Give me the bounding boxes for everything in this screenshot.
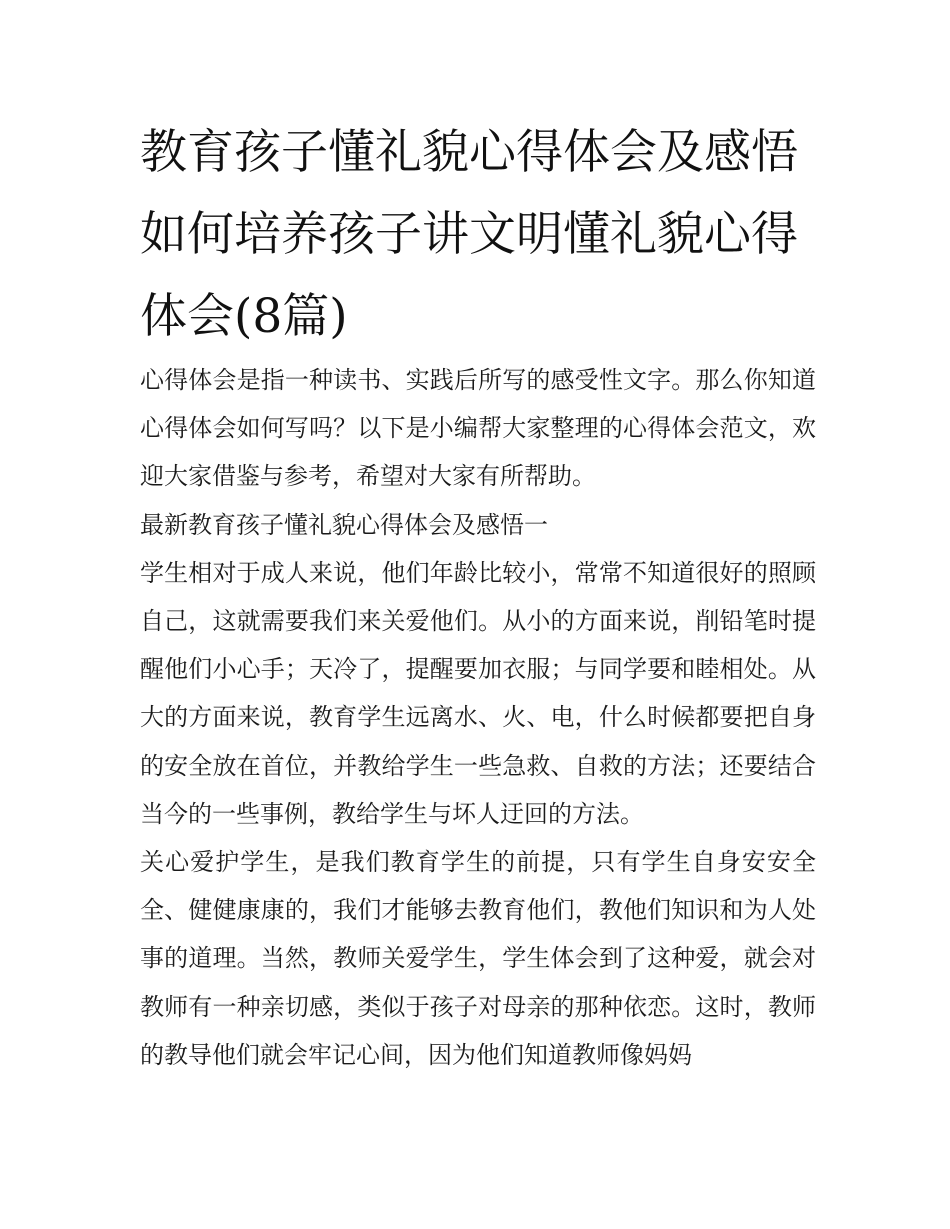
document-title: 教育孩子懂礼貌心得体会及感悟 如何培养孩子讲文明懂礼貌心得体会(8篇) xyxy=(140,125,798,344)
document-body xyxy=(140,356,816,1079)
intro-paragraph: 心得体会是指一种读书、实践后所写的感受性文字。那么你知道心得体会如何写吗？以下是小编帮大家整理的心得体会范文，欢迎大家借鉴与参考，希望对大家有所帮助。 xyxy=(140,366,816,491)
body-paragraph: 学生相对于成人来说，他们年龄比较小，常常不知道很好的照顾自己，这就需要我们来关爱他们。从小的方面来说，削铅笔时提醒他们小心手；天冷了，提醒要加衣服；与同学要和睦相处。从大的方面来说，教育学生远离水、火、电，什么时候都要把自身的安全放在首位，并教给学生一些急救、自救的方法；还要结合当今的一些事例，教给学生与坏人迂回的方法。 xyxy=(140,558,816,828)
body-paragraph: 关心爱护学生，是我们教育学生的前提，只有学生自身安安全全、健健康康的，我们才能够去教育他们，教他们知识和为人处事的道理。当然，教师关爱学生，学生体会到了这种爱，就会对教师有一种亲切感，类似于孩子对母亲的那种依恋。这时，教师的教导他们就会牢记心间，因为他们知道教师像妈妈 xyxy=(140,848,816,1069)
section-heading: 最新教育孩子懂礼貌心得体会及感悟一 xyxy=(140,510,548,539)
